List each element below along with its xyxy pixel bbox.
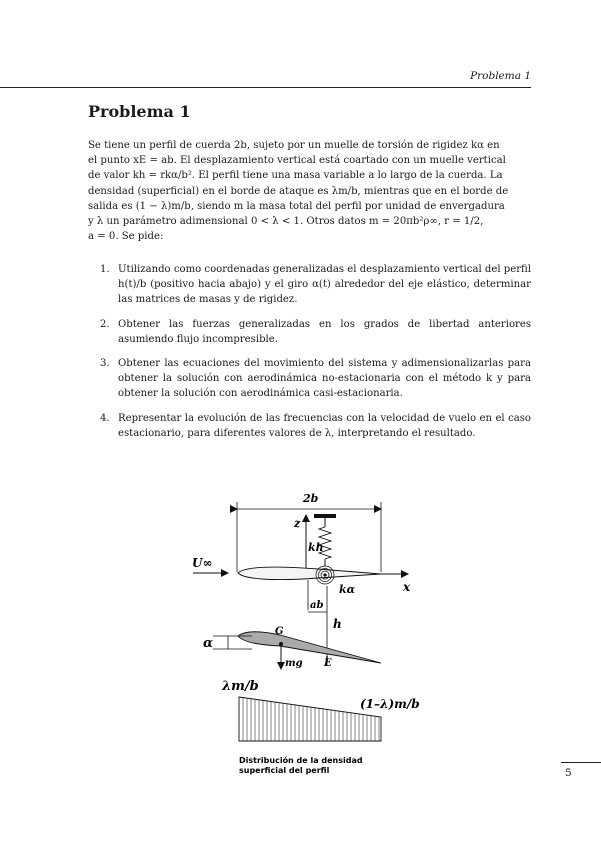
problem-title: Problema 1: [88, 102, 191, 121]
page-number: 5: [565, 767, 572, 779]
le-density-label: λm/b: [222, 679, 259, 694]
statement-line: el punto xE = ab. El desplazamiento vertical está coartado con un muelle vertical: [88, 155, 506, 167]
ab-label: ab: [310, 600, 324, 611]
task-text: Representar la evolución de las frecuencias con la velocidad de vuelo en el caso estacionario, para diferentes valores de λ, interpretando el resultado.: [118, 412, 531, 439]
airfoil-displaced: [238, 632, 381, 663]
freestream-label: U∞: [192, 556, 213, 570]
running-header: Problema 1: [470, 70, 531, 82]
task-number: 1.: [100, 264, 110, 275]
task-text: Utilizando como coordenadas generalizadas el desplazamiento vertical del perfil h(t)/b (positivo hacia abajo) y el giro α(t) alrededor del eje elástico, determinar las matrices de masas y de rigidez.: [118, 264, 531, 306]
g-label: G: [275, 626, 284, 637]
spring-ground: [314, 514, 336, 518]
caption-line: superficial del perfil: [239, 766, 330, 775]
te-density-label: (1–λ)m/b: [360, 697, 420, 711]
alpha-label: α: [203, 636, 214, 651]
statement-line: y λ un parámetro adimensional 0 < λ < 1. Otros datos m = 20πb²ρ∞, r = 1/2,: [88, 216, 484, 228]
task-number: 3.: [100, 358, 110, 370]
chord-label: 2b: [303, 492, 319, 505]
kh-label: kh: [308, 541, 324, 554]
e-label: E: [324, 658, 332, 669]
caption-line: Distribución de la densidad: [239, 756, 363, 765]
elastic-axis-point: [323, 573, 326, 576]
x-axis-label: x: [403, 580, 411, 594]
statement-line: a = 0. Se pide:: [88, 231, 164, 243]
footer-rule: [561, 762, 601, 763]
task-text: Obtener las ecuaciones del movimiento del sistema y adimensionalizarlas para obtener la solución con aerodinámica no-estacionaria con el método k y para obtener la solución con aerodinámica casi-estacionaria.: [118, 358, 531, 400]
ka-label: kα: [339, 583, 356, 596]
statement-line: densidad (superficial) en el borde de ataque es λm/b, mientras que en el borde de: [88, 185, 509, 197]
statement-line: Se tiene un perfil de cuerda 2b, sujeto por un muelle de torsión de rigidez kα en: [88, 140, 500, 151]
h-label: h: [333, 617, 342, 631]
task-number: 2.: [100, 318, 110, 330]
statement-line: de valor kh = rkα/b². El perfil tiene una masa variable a lo largo de la cuerda. La: [88, 170, 503, 182]
task-number: 4.: [100, 412, 110, 424]
z-axis-label: z: [294, 517, 301, 530]
statement-line: salida es (1 − λ)m/b, siendo m la masa total del perfil por unidad de envergadura: [88, 200, 505, 212]
airfoil-upper: [238, 567, 381, 579]
task-text: Obtener las fuerzas generalizadas en los grados de libertad anteriores asumiendo flujo incompresible.: [118, 318, 531, 345]
mg-label: mg: [285, 658, 303, 669]
